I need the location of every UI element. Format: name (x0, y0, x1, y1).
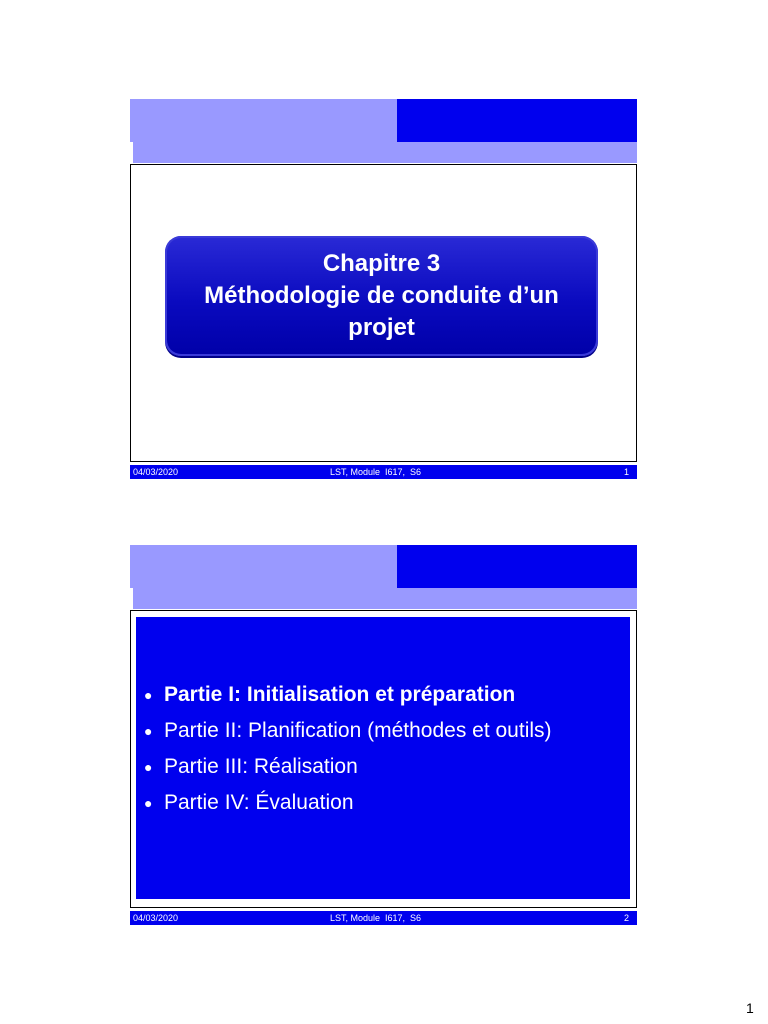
bullet-dot-icon: ● (144, 759, 153, 775)
header-light-bar (130, 99, 397, 142)
bullet-item (144, 713, 552, 749)
chapter-title-line-1: Chapitre 3 (322, 250, 441, 277)
footer-date: 04/03/2020 (133, 467, 179, 477)
slide-body (130, 610, 637, 908)
footer-slide-number: 2 (623, 913, 629, 923)
chapter-title-line-3: projet (348, 314, 415, 341)
slide-footer (130, 465, 637, 479)
bullet-dot-icon: ● (144, 723, 153, 739)
footer-date: 04/03/2020 (133, 913, 179, 923)
page-number: 1 (746, 1000, 754, 1016)
bullet-item (144, 785, 552, 821)
header-dark-bar (397, 99, 637, 142)
slide-1 (130, 99, 637, 480)
slide-2 (130, 545, 637, 926)
bullet-text: Partie IV: Évaluation (164, 791, 354, 814)
header-light-bar (130, 545, 397, 588)
bullet-text: Partie I: Initialisation et préparation (164, 683, 516, 706)
content-panel (136, 617, 630, 899)
footer-module: LST, Module I617, S6 (330, 467, 422, 477)
footer-module: LST, Module I617, S6 (330, 913, 422, 923)
slide-body (130, 164, 637, 462)
header-dark-bar (397, 545, 637, 588)
bullet-list (144, 677, 552, 821)
bullet-dot-icon: ● (144, 795, 153, 811)
bullet-item (144, 677, 552, 713)
chapter-title-box (165, 236, 598, 356)
bullet-item (144, 749, 552, 785)
header-strip (133, 588, 637, 609)
slide-footer (130, 911, 637, 925)
bullet-text: Partie III: Réalisation (164, 755, 358, 778)
chapter-title-line-2: Méthodologie de conduite d’un (204, 282, 559, 309)
bullet-dot-icon: ● (144, 687, 153, 703)
footer-slide-number: 1 (623, 467, 629, 477)
header-strip (133, 142, 637, 163)
bullet-text: Partie II: Planification (méthodes et outils) (164, 719, 552, 742)
